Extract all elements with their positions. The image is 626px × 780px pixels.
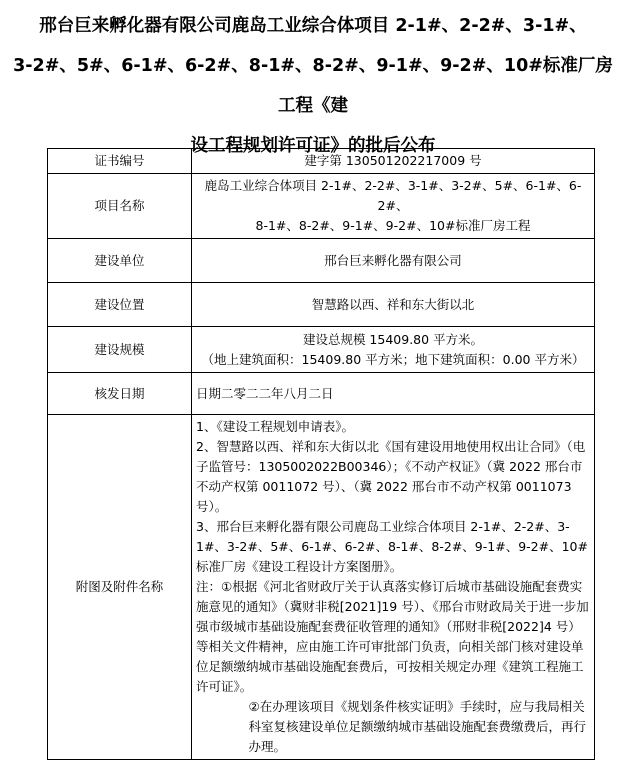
row-value-project-name [192, 174, 595, 239]
table-row [48, 149, 595, 174]
attachment-item-2: 2、智慧路以西、祥和东大街以北《国有建设用地使用权出让合同》（电子监管号：1305002022B00346）；《不动产权证》（冀 2022 邢台市不动产权第 0011072 号）、（冀 2022 邢台市不动产权第 0011073 号）。 [196, 439, 586, 514]
attachment-note-2: ②在办理该项目《规划条件核实证明》手续时，应与我局相关科室复核建设单位足额缴纳城市基础设施配套费缴费后，再行办理。 [248, 699, 587, 754]
table-row [48, 283, 595, 327]
row-value-location: 智慧路以西、祥和东大街以北 [192, 283, 595, 327]
row-value-builder: 邢台巨来孵化器有限公司 [192, 239, 595, 283]
row-value-issue-date: 日期二零二二年八月二日 [192, 373, 595, 415]
row-label-project-name: 项目名称 [48, 174, 192, 239]
row-label-builder: 建设单位 [48, 239, 192, 283]
row-label-issue-date: 核发日期 [48, 373, 192, 415]
row-value-cert-no: 建字第 130501202217009 号 [192, 149, 595, 174]
project-name-line-2: 8-1#、8-2#、9-1#、9-2#、10#标准厂房工程 [255, 218, 531, 233]
document-title [10, 6, 616, 166]
row-label-attachments: 附图及附件名称 [48, 415, 192, 760]
title-line-1: 邢台巨来孵化器有限公司鹿岛工业综合体项目 2-1#、2-2#、3-1#、 [39, 16, 587, 36]
scale-line-2: （地上建筑面积：15409.80 平方米；地下建筑面积：0.00 平方米） [201, 351, 585, 367]
row-label-location: 建设位置 [48, 283, 192, 327]
table-row [48, 174, 595, 239]
row-label-scale: 建设规模 [48, 327, 192, 373]
table-row [48, 373, 595, 415]
title-line-2: 3-2#、5#、6-1#、6-2#、8-1#、8-2#、9-1#、9-2#、10#标准厂房工程《建 [13, 56, 613, 116]
project-name-line-1: 鹿岛工业综合体项目 2-1#、2-2#、3-1#、3-2#、5#、6-1#、6-2#、 [204, 178, 582, 213]
title-line-3: 设工程规划许可证》的批后公布 [190, 136, 436, 156]
attachment-note-1: 注：①根据《河北省财政厅关于认真落实修订后城市基础设施配套费实施意见的通知》（冀财非税[2021]19 号）、《邢台市财政局关于进一步加强市级城市基础设施配套费征收管理的通知》（邢财非税[2022]4 号）等相关文件精神，应由施工许可审批部门负责，向相关部门核对建设单位足额缴纳城市基础设施配套费后，可按相关规定办理《建筑工程施工许可证》。 [196, 579, 589, 694]
attachment-item-1: 1、《建设工程规划申请表》。 [196, 419, 354, 434]
table-row [48, 327, 595, 373]
row-label-cert-no: 证书编号 [48, 149, 192, 174]
row-value-attachments [192, 415, 595, 760]
scale-line-1: 建设总规模 15409.80 平方米。 [302, 331, 484, 347]
table-row [48, 239, 595, 283]
attachment-item-3: 3、邢台巨来孵化器有限公司鹿岛工业综合体项目 2-1#、2-2#、3-1#、3-2#、5#、6-1#、6-2#、8-1#、8-2#、9-1#、9-2#、10#标准厂房《建设工程设计方案图册》。 [196, 519, 588, 574]
table-row [48, 415, 595, 760]
row-value-scale [192, 327, 595, 373]
permit-table [47, 148, 595, 760]
